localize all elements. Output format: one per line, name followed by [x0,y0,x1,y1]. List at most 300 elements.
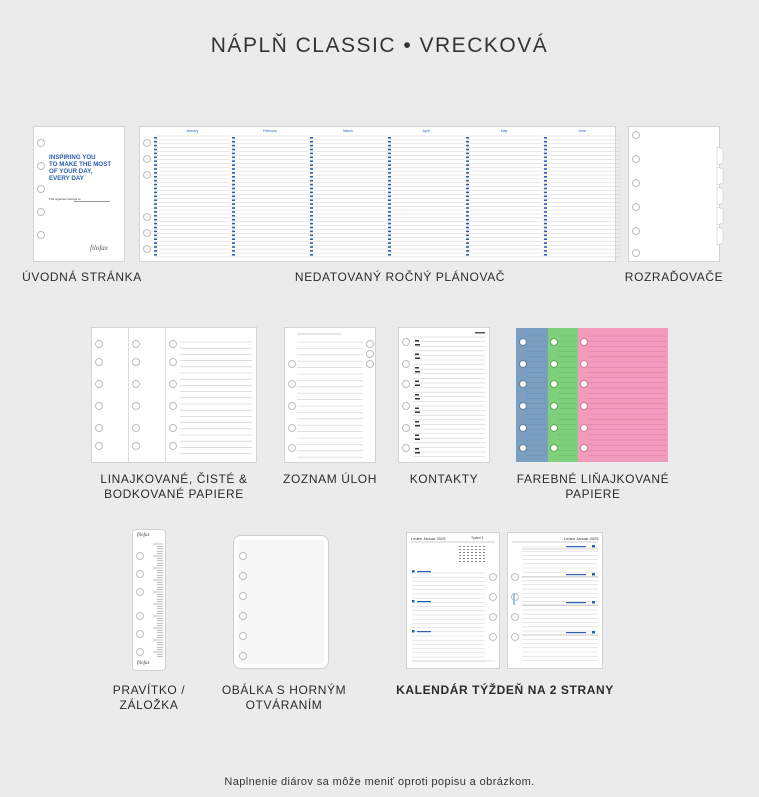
intro-headline-line: INSPIRING YOU [49,154,96,161]
mark [154,196,157,198]
mark [154,242,157,244]
mark [154,211,157,213]
mark [467,561,469,562]
mark [310,141,313,143]
ruler-label [99,683,199,713]
mark [232,149,235,151]
mark [388,223,391,225]
mark [544,160,547,162]
mark [388,157,391,159]
calendar-right-header: Leden Január 2025 [564,536,599,541]
mark [232,172,235,174]
mark [310,242,313,244]
mark [475,332,485,334]
planner-image [140,127,615,261]
mark [566,602,586,603]
mark [388,231,391,233]
mark [459,549,461,550]
mark [459,546,461,547]
mark [154,227,157,229]
mark [310,207,313,209]
mark [310,219,313,221]
mark [310,164,313,166]
envelope-label [214,683,354,713]
mark [310,172,313,174]
mark [483,546,485,547]
mark [415,439,420,441]
mark [415,448,419,450]
envelope-image [233,535,329,669]
mark [466,246,469,248]
todo-image [285,328,375,462]
mark [310,231,313,233]
mark [471,546,473,547]
mark [154,137,157,139]
mark [466,153,469,155]
mark [154,223,157,225]
mark [544,242,547,244]
mark [388,196,391,198]
mark [459,552,461,553]
mark [232,164,235,166]
mark [154,164,157,166]
mark [544,192,547,194]
mark [412,630,415,633]
mark [232,196,235,198]
mark [544,172,547,174]
mark [154,160,157,162]
calendar-left-lines [407,533,499,668]
mark [415,358,420,360]
planner-grid [140,127,615,261]
mark [513,593,515,605]
mark [479,546,481,547]
mark [483,555,485,556]
mark [388,199,391,201]
mark [544,137,547,139]
mark [154,180,157,182]
mark [471,555,473,556]
mark [154,176,157,178]
mark [310,192,313,194]
mark [466,211,469,213]
mark [475,552,477,553]
mark [466,199,469,201]
calendar-right-lines [508,533,602,668]
mark [544,184,547,186]
mark [459,561,461,562]
calendar-right-page [508,533,602,668]
mark [466,227,469,229]
mark [415,398,420,400]
mark [388,192,391,194]
mark [388,250,391,252]
mark [388,184,391,186]
mark [544,238,547,240]
mark [310,238,313,240]
mark [544,215,547,217]
mark [388,235,391,237]
mark [232,242,235,244]
mark [232,157,235,159]
mark [232,199,235,201]
mark [544,153,547,155]
mark [471,549,473,550]
mark [415,340,419,342]
mark [466,238,469,240]
mark [415,435,419,437]
mark [232,231,235,233]
mark [154,235,157,237]
mark [388,238,391,240]
mark [415,371,420,373]
mark [154,250,157,252]
mark [415,394,419,396]
mark [466,250,469,252]
papers-label-line: BODKOVANÉ PAPIERE [104,487,244,501]
mark [232,211,235,213]
papers-label [70,472,278,502]
mark [232,176,235,178]
mark [232,250,235,252]
mark [388,141,391,143]
mark [466,242,469,244]
papers-lines [92,328,256,462]
mark [388,164,391,166]
mark [232,137,235,139]
ruler-label-line: ZÁLOŽKA [119,698,179,712]
intro-headline-line: OF YOUR DAY, [49,168,93,175]
mark [466,223,469,225]
mark [475,549,477,550]
planner-month-header: April [422,129,430,133]
mark [415,408,419,410]
mark [412,570,415,573]
mark [592,573,595,576]
mark [544,157,547,159]
planner-label: NEDATOVANÝ ROČNÝ PLÁNOVAČ [294,270,506,284]
mark [466,192,469,194]
mark [154,192,157,194]
mark [388,242,391,244]
mark [483,549,485,550]
mark [475,561,477,562]
colored-papers-image [516,328,668,462]
mark [463,549,465,550]
mark [154,219,157,221]
planner-month-header: January [185,129,199,133]
mark [388,180,391,182]
mark [232,203,235,205]
mark [415,452,420,454]
mark [232,188,235,190]
ruler-brand-top: filofax [137,533,150,538]
mark [466,184,469,186]
mark [310,227,313,229]
mark [566,546,586,547]
mark [232,223,235,225]
mark [415,421,419,423]
mark [388,203,391,205]
mark [479,558,481,559]
mark [310,203,313,205]
mark [467,555,469,556]
mark [566,632,586,633]
colored-label-line: PAPIERE [565,487,621,501]
mark [466,188,469,190]
mark [154,168,157,170]
mark [415,385,420,387]
mark [466,180,469,182]
mark [463,552,465,553]
intro-belongs-text: This organiser belongs to [49,197,81,201]
planner-month-header: March [343,129,353,133]
mark [154,172,157,174]
mark [466,203,469,205]
contacts-lines [399,328,489,462]
mark [466,235,469,237]
mark [388,246,391,248]
mark [310,250,313,252]
mark [466,168,469,170]
mark [232,192,235,194]
mark [388,168,391,170]
todo-label: ZOZNAM ÚLOH [283,472,377,486]
mark [544,203,547,205]
mark [388,211,391,213]
mark [310,246,313,248]
footer-note: Naplnenie diárov sa môže meniť oproti popisu a obrázkom. [224,776,535,788]
mark [544,196,547,198]
mark [232,180,235,182]
intro-page-label: ÚVODNÁ STRÁNKA [22,270,142,284]
envelope-label-line: OBÁLKA S HORNÝM [221,683,347,697]
mark [310,199,313,201]
mark [466,137,469,139]
mark [483,552,485,553]
colored-label-line: FAREBNÉ LIŇAJKOVANÉ [516,472,670,486]
mark [479,555,481,556]
mark [466,172,469,174]
envelope-label-line: OTVÁRANÍM [245,698,323,712]
mark [475,546,477,547]
mark [463,546,465,547]
mark [544,149,547,151]
mark [479,552,481,553]
mark [232,153,235,155]
mark [310,188,313,190]
mark [154,149,157,151]
mark [154,153,157,155]
intro-headline-line: TO MAKE THE MOST [49,161,112,168]
mark [544,231,547,233]
mark [466,231,469,233]
mark [310,254,313,256]
mark [154,199,157,201]
mark [415,381,419,383]
mark [310,223,313,225]
mark [544,223,547,225]
mark [467,549,469,550]
mark [388,207,391,209]
intro-headline [49,154,111,182]
mark [592,601,595,604]
mark [544,235,547,237]
mark [466,219,469,221]
mark [417,601,431,602]
papers-image [92,328,256,462]
ruler-brand-bottom: filofax [137,661,150,666]
mark [467,552,469,553]
mark [417,571,431,572]
mark [232,235,235,237]
contacts-label: KONTAKTY [409,472,479,486]
mark [154,231,157,233]
mark [544,188,547,190]
mark [310,153,313,155]
filofax-logo: filofax [90,244,108,252]
mark [232,215,235,217]
mark [388,188,391,190]
mark [475,558,477,559]
mark [232,238,235,240]
mark [483,558,485,559]
mark [459,558,461,559]
mark [388,160,391,162]
planner-month-header: June [578,129,586,133]
mark [388,219,391,221]
mark [310,235,313,237]
colored-lines [516,328,668,462]
mark [388,149,391,151]
mark [544,254,547,256]
dividers-image [629,127,719,261]
papers-label-line: LINAJKOVANÉ, ČISTÉ & [100,472,248,486]
mark [544,250,547,252]
mark [544,168,547,170]
mark [154,188,157,190]
mark [154,157,157,159]
mark [544,141,547,143]
mark [310,160,313,162]
mark [475,555,477,556]
mark [466,215,469,217]
mark [232,246,235,248]
mark [417,631,431,632]
mark [459,555,461,556]
mark [154,184,157,186]
contacts-image [399,328,489,462]
mark [310,180,313,182]
mark [466,145,469,147]
mark [154,203,157,205]
mark [463,555,465,556]
mark [466,160,469,162]
mark [471,552,473,553]
mark [544,219,547,221]
mark [471,561,473,562]
mark [310,137,313,139]
mark [154,254,157,256]
mark [463,561,465,562]
mark [467,546,469,547]
mark [388,176,391,178]
mark [544,227,547,229]
mark [232,141,235,143]
colored-papers-label [505,472,681,502]
mark [154,238,157,240]
page-title: NÁPLŇ CLASSIC • VRECKOVÁ [210,34,549,57]
mark [466,176,469,178]
mark [415,344,420,346]
mark [388,153,391,155]
mark [388,215,391,217]
mark [310,145,313,147]
mark [592,631,595,634]
dividers-label: ROZRAĎOVAČE [624,270,724,284]
mark [154,215,157,217]
mark [483,561,485,562]
mark [592,545,595,548]
mark [415,412,420,414]
mark [466,164,469,166]
mark [232,160,235,162]
calendar-label: KALENDÁR TÝŽDEŇ NA 2 STRANY [396,683,614,697]
mark [463,558,465,559]
ruler-label-line: PRAVÍTKO / [112,683,186,697]
calendar-left-page [407,533,499,668]
mark [154,141,157,143]
ruler-image [133,530,165,670]
mark [479,549,481,550]
mark [310,196,313,198]
mark [388,137,391,139]
mark [310,176,313,178]
mark [232,168,235,170]
ruler-ticks [133,530,165,670]
mark [415,367,419,369]
mark [466,157,469,159]
intro-headline-line: EVERY DAY [49,175,84,182]
mark [232,145,235,147]
mark [544,180,547,182]
mark [415,354,419,356]
mark [232,254,235,256]
mark [154,145,157,147]
mark [415,425,420,427]
mark [479,561,481,562]
mark [466,149,469,151]
mark [154,246,157,248]
mark [544,164,547,166]
mark [412,600,415,603]
planner-month-header: May [500,129,508,133]
mark [466,141,469,143]
mark [471,558,473,559]
mark [232,207,235,209]
divider-tabs [717,127,727,261]
mark [310,168,313,170]
mark [388,254,391,256]
mark [544,211,547,213]
mark [310,211,313,213]
mark [566,574,586,575]
mark [310,215,313,217]
intro-page-image [34,127,124,261]
mark [232,227,235,229]
mark [232,219,235,221]
planner-month-header: February [262,129,277,133]
